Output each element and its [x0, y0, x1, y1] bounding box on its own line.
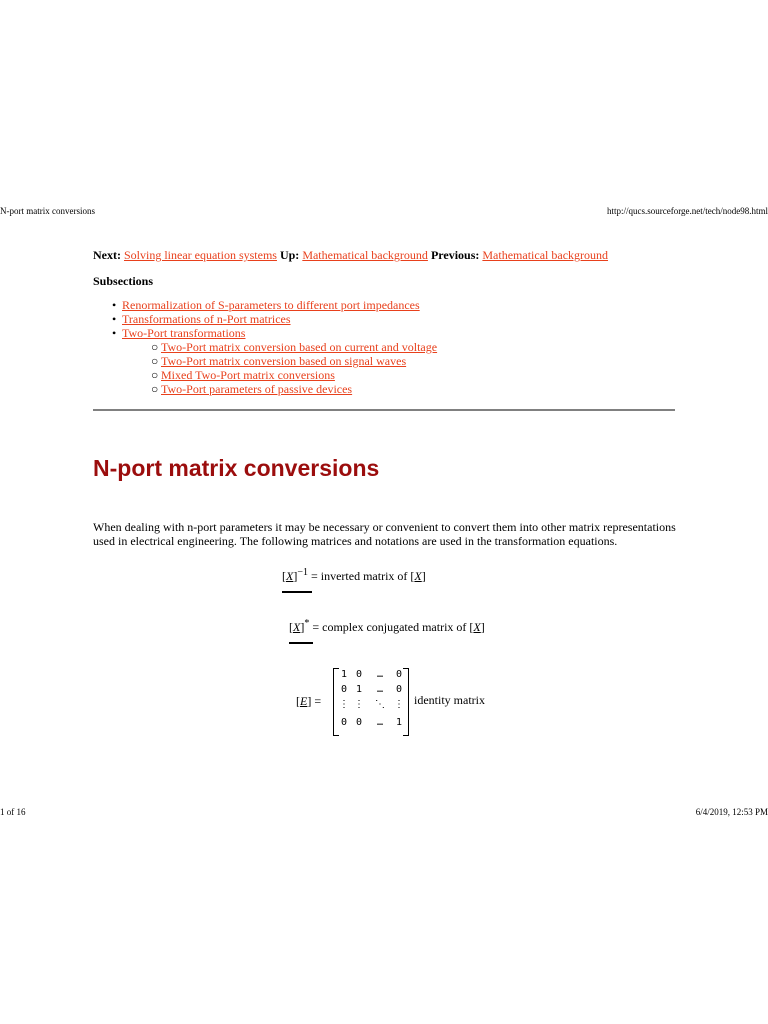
matrix-cell: ⋮: [339, 699, 349, 710]
intro-paragraph: When dealing with n-port parameters it may be necessary or convenient to convert them into other matrix representations used in electrical engineering. The following matrices and notations are used in the transformation equations.: [93, 520, 676, 548]
matrix-cell: ⋮: [394, 699, 404, 710]
conjugate-superscript: *: [304, 618, 310, 629]
next-link[interactable]: Solving linear equation systems: [123, 248, 277, 262]
horizontal-divider: [93, 409, 675, 411]
matrix-cell: 0: [340, 717, 348, 728]
print-header-title: N-port matrix conversions: [0, 206, 95, 216]
matrix-cell: …: [376, 684, 384, 695]
matrix-cell: 0: [395, 669, 403, 680]
previous-label: Previous:: [430, 248, 480, 262]
bullet-icon: •: [112, 326, 117, 340]
matrix-cell: 0: [355, 717, 363, 728]
toc-link-signal-waves[interactable]: Two-Port matrix conversion based on signal waves: [161, 354, 407, 368]
matrix-symbol: [X]: [469, 620, 485, 634]
inverse-superscript: −1: [297, 567, 308, 578]
up-label: Up:: [279, 248, 300, 262]
previous-link[interactable]: Mathematical background: [482, 248, 609, 262]
circle-bullet-icon: ○: [151, 354, 159, 368]
toc-link-passive-devices[interactable]: Two-Port parameters of passive devices: [161, 382, 353, 396]
list-item: [112, 326, 437, 396]
toc-link-two-port-transformations[interactable]: Two-Port transformations: [122, 326, 246, 340]
list-item: [112, 298, 437, 312]
print-timestamp: 6/4/2019, 12:53 PM: [695, 807, 768, 817]
circle-bullet-icon: ○: [151, 340, 159, 354]
matrix-cell: …: [376, 669, 384, 680]
list-item: [112, 312, 437, 326]
equation-separator: [282, 591, 312, 593]
sub-list: [122, 340, 437, 396]
matrix-cell: 1: [340, 669, 348, 680]
identity-matrix-lhs: [E] =: [296, 694, 322, 708]
next-label: Next:: [93, 248, 121, 262]
matrix-cell: 1: [355, 684, 363, 695]
page-counter: 1 of 16: [0, 807, 26, 817]
circle-bullet-icon: ○: [151, 382, 159, 396]
identity-matrix: [333, 668, 409, 734]
up-link[interactable]: Mathematical background: [302, 248, 428, 262]
conjugate-matrix-equation: [X]* = complex conjugated matrix of [X]: [289, 618, 485, 634]
page-title: N-port matrix conversions: [93, 455, 380, 481]
print-header-url: http://qucs.sourceforge.net/tech/node98.html: [606, 206, 768, 216]
matrix-cell: 0: [395, 684, 403, 695]
navigation-bar: [93, 248, 608, 263]
inverse-description: inverted matrix of: [320, 569, 408, 583]
matrix-cell: ⋮: [354, 699, 364, 710]
identity-description: identity matrix: [414, 693, 485, 707]
matrix-cell: 0: [340, 684, 348, 695]
matrix-cell: …: [376, 717, 384, 728]
matrix-cell: 1: [395, 717, 403, 728]
toc-link-renormalization[interactable]: Renormalization of S-parameters to different port impedances: [122, 298, 420, 312]
toc-link-mixed-conversions[interactable]: Mixed Two-Port matrix conversions: [161, 368, 335, 382]
circle-bullet-icon: ○: [151, 368, 159, 382]
list-item: [151, 354, 437, 368]
matrix-symbol: [X]: [410, 569, 426, 583]
list-item: [151, 340, 437, 354]
matrix-symbol: [X]: [282, 569, 298, 583]
matrix-cell: 0: [355, 669, 363, 680]
list-item: [151, 382, 437, 396]
subsections-heading: Subsections: [93, 274, 154, 288]
bullet-icon: •: [112, 312, 117, 326]
conjugate-description: complex conjugated matrix of: [322, 620, 467, 634]
inverse-matrix-equation: $[X]^{-1}$ = inverted matrix of [X]: [282, 567, 426, 583]
toc-link-current-voltage[interactable]: Two-Port matrix conversion based on current and voltage: [161, 340, 438, 354]
matrix-symbol: [X]: [289, 620, 305, 634]
equation-separator: [289, 642, 313, 644]
bullet-icon: •: [112, 298, 117, 312]
matrix-symbol: [E]: [296, 694, 312, 708]
list-item: [151, 368, 437, 382]
matrix-cell: ⋱: [375, 699, 385, 710]
subsection-list: [112, 298, 437, 396]
toc-link-transformations[interactable]: Transformations of n-Port matrices: [122, 312, 291, 326]
